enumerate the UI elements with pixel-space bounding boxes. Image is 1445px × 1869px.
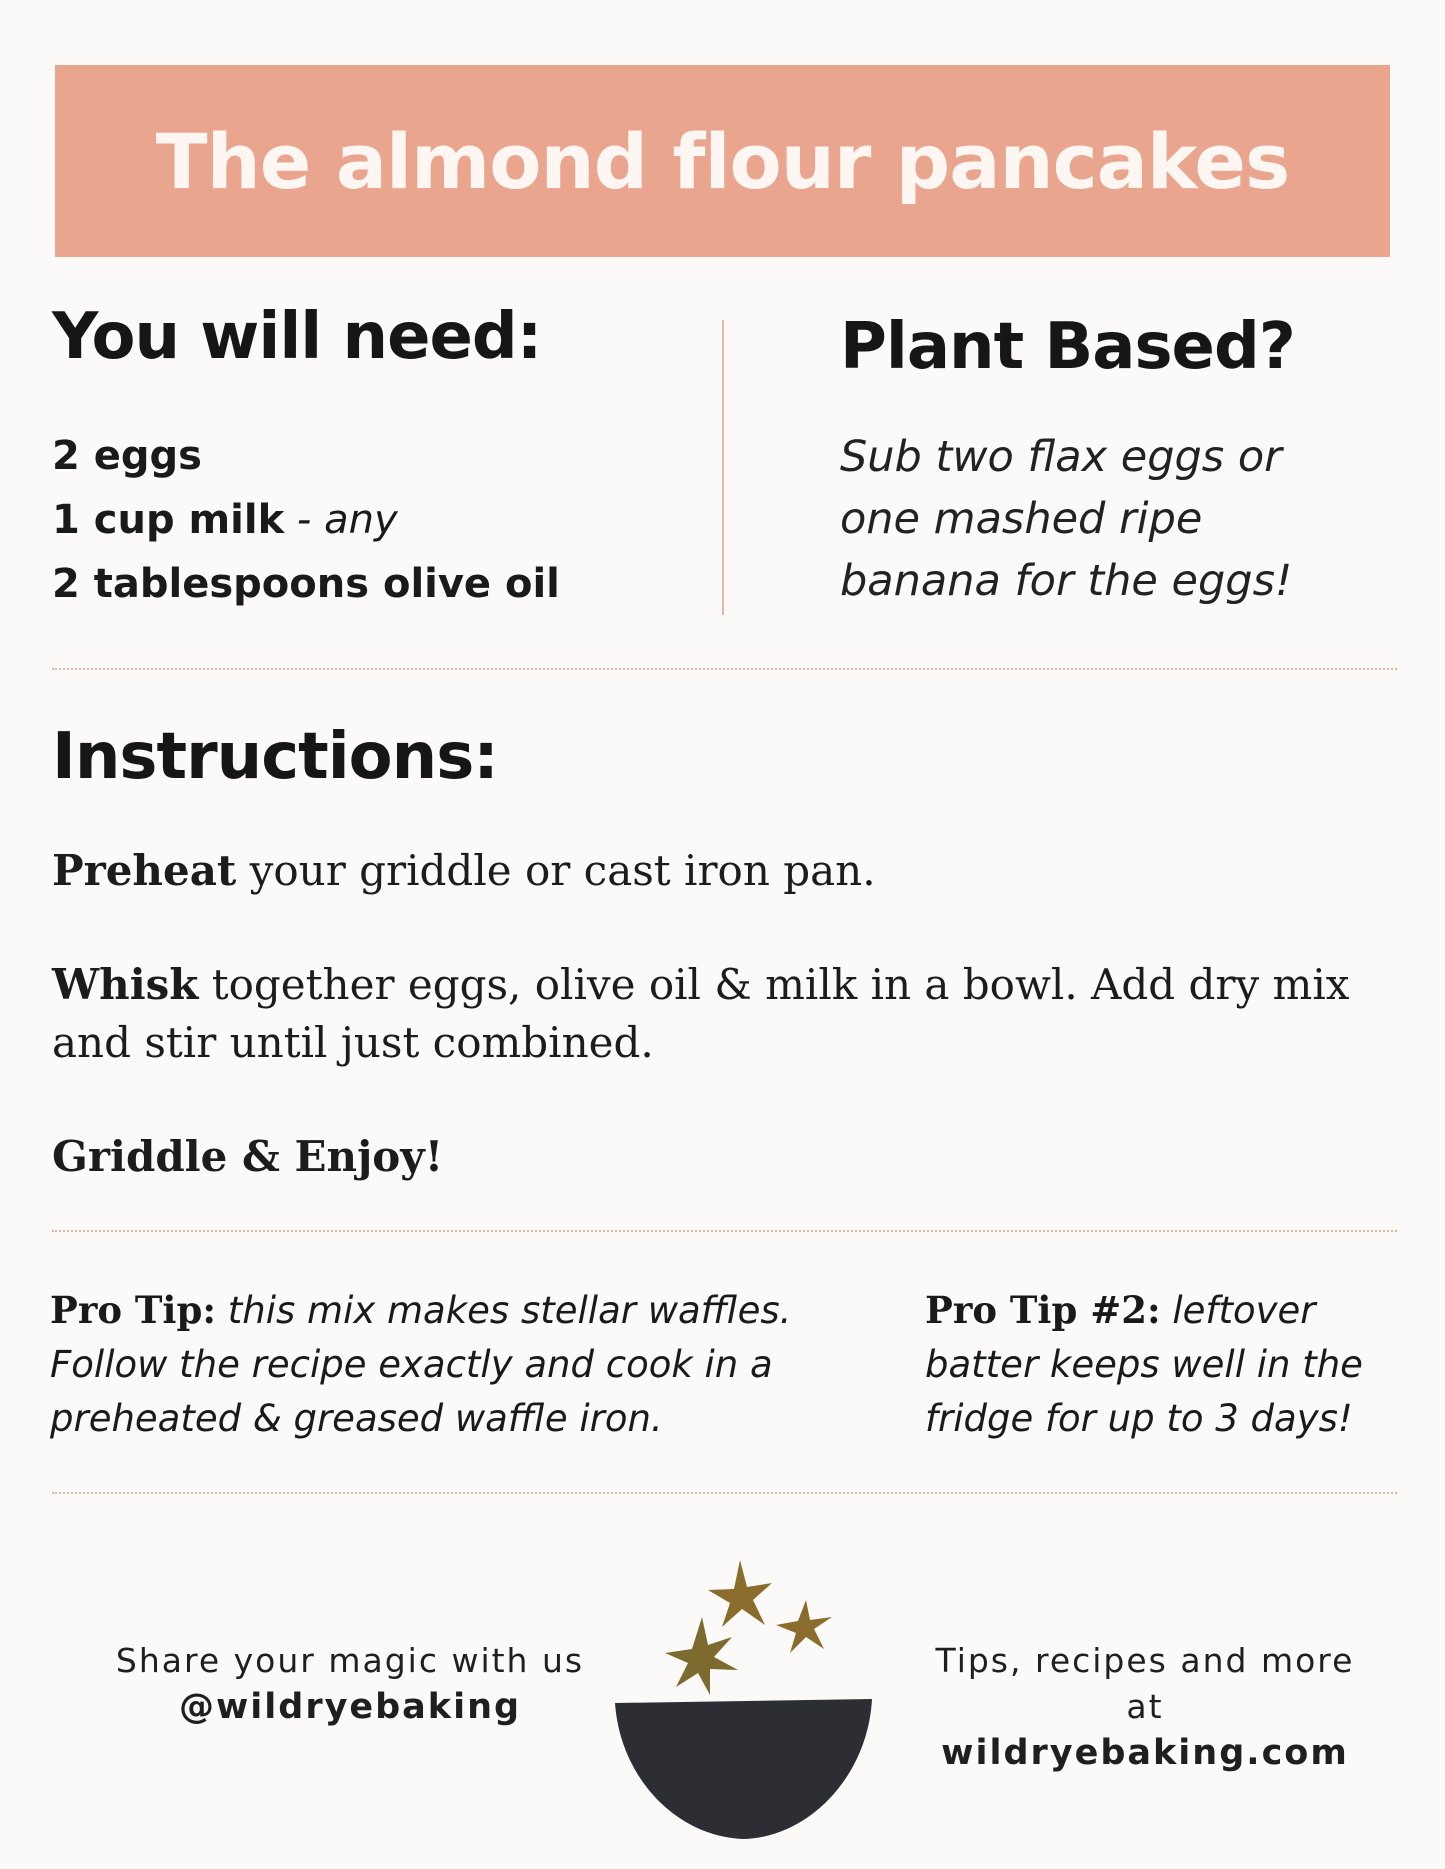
instruction-step <box>52 1128 1392 1186</box>
plant-based-section <box>840 310 1400 612</box>
step-keyword: Preheat <box>52 846 237 895</box>
pro-tip-2 <box>925 1283 1395 1446</box>
website-link[interactable]: wildryebaking.com <box>941 1733 1349 1773</box>
section-divider <box>52 1230 1397 1232</box>
ingredients-list <box>52 424 692 616</box>
ingredient-item <box>52 488 692 552</box>
ingredients-heading: You will need: <box>52 300 542 374</box>
vertical-divider <box>722 320 724 615</box>
page-title: The almond flour pancakes <box>155 116 1290 206</box>
social-handle: @wildryebaking <box>178 1687 522 1727</box>
pro-tip-text: leftover batter keeps well in the fridge for up to 3 days! <box>925 1289 1363 1440</box>
instruction-step <box>52 842 1392 900</box>
website-callout <box>915 1638 1375 1776</box>
section-divider <box>52 668 1397 670</box>
plant-based-text <box>840 426 1400 612</box>
ingredient-name: 2 eggs <box>52 433 202 479</box>
ingredient-name: 2 tablespoons olive oil <box>52 561 560 607</box>
step-text: together eggs, olive oil & milk in a bowl. Add dry mix and stir until just combined. <box>52 960 1350 1067</box>
ingredient-name: 1 cup milk <box>52 497 285 543</box>
plant-based-heading: Plant Based? <box>840 310 1295 384</box>
plant-line: banana for the eggs! <box>840 556 1293 606</box>
instructions-section <box>52 720 1392 1242</box>
instructions-heading: Instructions: <box>52 720 498 794</box>
pro-tip-text: this mix makes stellar waffles. Follow the recipe exactly and cook in a preheated & greased waffle iron. <box>50 1289 792 1440</box>
step-keyword: Whisk <box>52 960 199 1009</box>
step-keyword: Griddle & Enjoy! <box>52 1132 444 1181</box>
star-icon <box>665 1617 738 1695</box>
section-divider <box>52 1492 1397 1494</box>
star-icon <box>776 1600 832 1653</box>
website-text: Tips, recipes and more at <box>935 1641 1355 1726</box>
plant-line: Sub two flax eggs or <box>840 432 1282 482</box>
star-icon <box>708 1560 772 1627</box>
pro-tip-label: Pro Tip: <box>50 1288 216 1332</box>
ingredients-section <box>52 300 692 616</box>
title-banner <box>55 65 1390 257</box>
bowl-stars-logo <box>610 1545 880 1845</box>
pro-tip-1 <box>50 1283 850 1446</box>
plant-line: one mashed ripe <box>840 494 1203 544</box>
instruction-step <box>52 956 1392 1072</box>
social-callout <box>110 1638 590 1730</box>
ingredient-item <box>52 424 692 488</box>
ingredient-note: - any <box>284 497 398 543</box>
social-text: Share your magic with us <box>115 1641 585 1680</box>
step-text: your griddle or cast iron pan. <box>236 846 876 895</box>
pro-tip-label: Pro Tip #2: <box>925 1288 1161 1332</box>
ingredient-item <box>52 552 692 616</box>
bowl-icon <box>615 1699 872 1839</box>
